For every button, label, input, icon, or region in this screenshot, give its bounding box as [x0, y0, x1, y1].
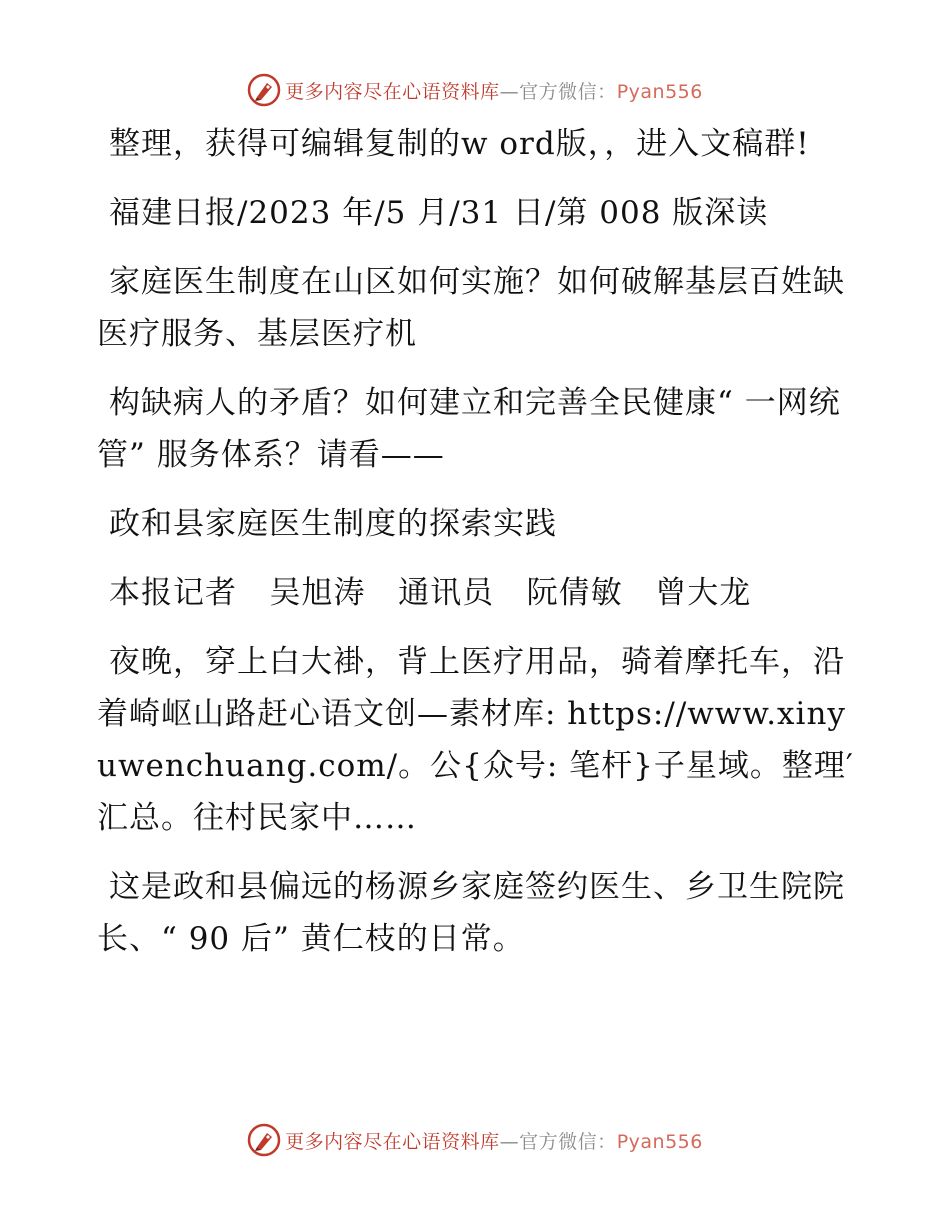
pen-nib-logo-icon — [247, 1123, 281, 1157]
watermark-official: 官方微信： — [519, 80, 617, 103]
paragraph-question-1: 家庭医生制度在山区如何实施？如何破解基层百姓缺医疗服务、基层医疗机 — [97, 264, 845, 352]
paragraph-intro: 整理，获得可编辑复制的w ord版，，进入文稿群! — [109, 126, 810, 162]
document-body — [97, 118, 857, 965]
paragraph-byline — [97, 567, 857, 619]
watermark-wechat-id: Pyan556 — [616, 80, 703, 103]
paragraph-source: 福建日报/2023 年/5 月/31 日/第 008 版深读 — [109, 195, 769, 231]
watermark-wechat-id: Pyan556 — [616, 1130, 703, 1153]
header-watermark — [0, 70, 950, 110]
byline-text: 本报记者 吴旭涛 通讯员 阮倩敏 曾大龙 — [109, 575, 752, 611]
paragraph-body-2: 这是政和县偏远的杨源乡家庭签约医生、乡卫生院院长、“ 90 后” 黄仁枝的日常。 — [97, 869, 845, 957]
watermark-separator: — — [499, 80, 520, 103]
paragraph-question-2: 构缺病人的矛盾？如何建立和完善全民健康“ 一网统管” 服务体系？请看—— — [97, 385, 841, 473]
footer-watermark — [0, 1120, 950, 1160]
watermark-official: 官方微信： — [519, 1130, 617, 1153]
pen-nib-logo-icon — [247, 73, 281, 107]
watermark-text: 更多内容尽在心语资料库 — [285, 1130, 500, 1153]
paragraph-title: 政和县家庭医生制度的探索实践 — [109, 506, 557, 542]
paragraph-body-1: 夜晚，穿上白大褂，背上医疗用品，骑着摩托车，沿着崎岖山路赶心语文创—素材库: https://www.xinyuwenchuang.com/。公{众号: 笔杆}子星域。整理′汇总。往村民家中…… — [97, 644, 854, 836]
watermark-text: 更多内容尽在心语资料库 — [285, 80, 500, 103]
watermark-separator: — — [499, 1130, 520, 1153]
